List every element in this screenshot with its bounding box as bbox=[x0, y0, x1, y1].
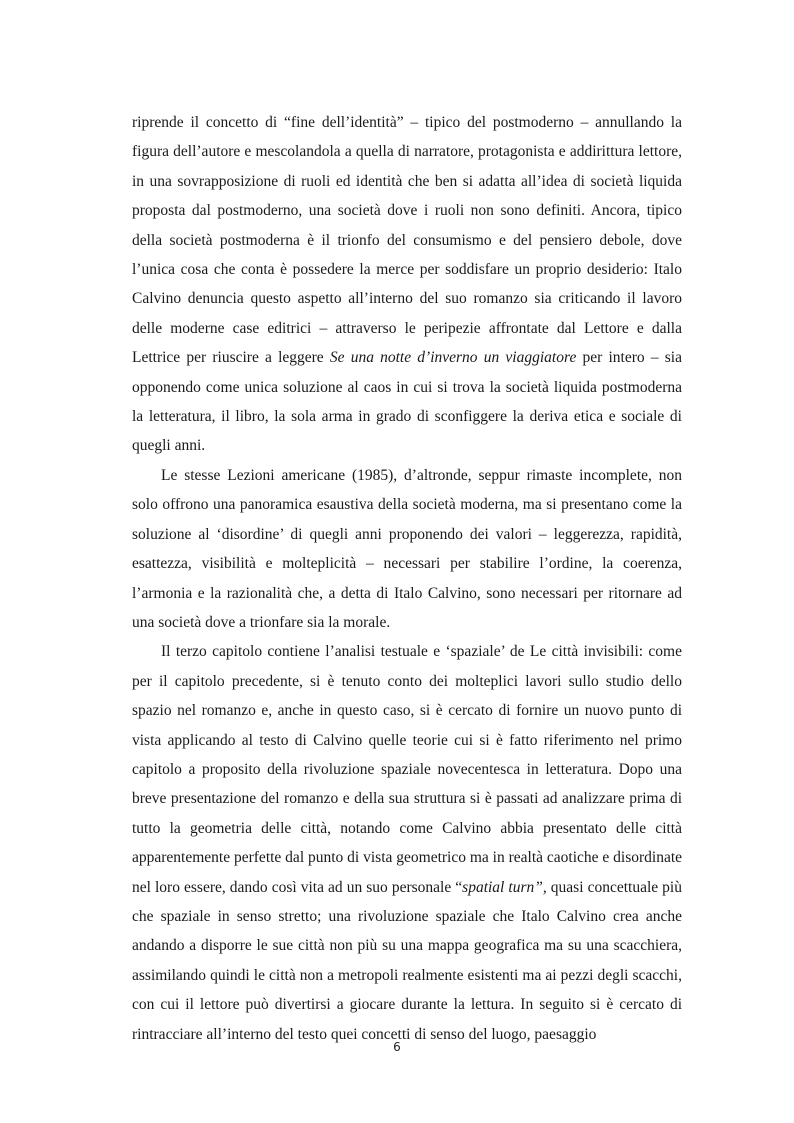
spatial-turn-italic: spatial turn”, bbox=[462, 878, 547, 896]
paragraph-2: Le stesse Lezioni americane (1985), d’altronde, seppur rimaste incomplete, non solo offrono una panoramica esaustiva della società moderna, ma si presentano come la soluzione al ‘disordine’ di quegli anni proponendo dei valori – leggerezza, rapidità, esattezza, visibilità e molteplicità – necessari per stabilire l’ordine, la coerenza, l’armonia e la razionalità che, a detta di Italo Calvino, sono necessari per ritornare ad una società dove a trionfare sia la morale. bbox=[132, 466, 682, 631]
paragraph-3 bbox=[132, 637, 682, 1049]
paragraph-3-text-b: quasi concettuale più che spaziale in senso stretto; una rivoluzione spaziale che Italo Calvino crea anche andando a disporre le sue città non più su una mappa geografica ma su una scacchiera, assimilando quindi le città non a metropoli realmente esistenti ma ai pezzi degli scacchi, con cui il lettore può divertirsi a giocare durante la lettura. In seguito si è cercato di rintracciare all’interno del testo quei concetti di senso del luogo, paesaggio bbox=[132, 878, 682, 1043]
page-number: 6 bbox=[393, 1040, 401, 1054]
paragraph-1 bbox=[132, 108, 682, 461]
paragraph-1-text-b: per intero – sia opponendo come unica soluzione al caos in cui si trova la società liquida postmoderna la letteratura, il libro, la sola arma in grado di sconfiggere la deriva etica e sociale di quegli anni. bbox=[132, 349, 682, 455]
paragraph-1-text-a: riprende il concetto di “fine dell’identità” – tipico del postmoderno – annullando la figura dell’autore e mescolandola a quella di narratore, protagonista e addirittura lettore, in una sovrapposizione di ruoli ed identità che ben si adatta all’idea di società liquida proposta dal postmoderno, una società dove i ruoli non sono definiti. Ancora, tipico della società postmoderna è il trionfo del consumismo e del pensiero debole, dove l’unica cosa che conta è possedere la merce per soddisfare un proprio desiderio: Italo Calvino denuncia questo aspetto all’interno del suo romanzo sia criticando il lavoro delle moderne case editrici – attraverso le peripezie affrontate dal Lettore e dalla Lettrice per riuscire a leggere bbox=[132, 114, 682, 367]
book-title-italic: Se una notte d’inverno un viaggiatore bbox=[329, 349, 577, 367]
page-body bbox=[132, 108, 682, 1049]
paragraph-3-text-a: Il terzo capitolo contiene l’analisi testuale e ‘spaziale’ de Le città invisibili: come per il capitolo precedente, si è tenuto conto dei molteplici lavori sullo studio dello spazio nel romanzo e, anche in questo caso, si è cercato di fornire un nuovo punto di vista applicando al testo di Calvino quelle teorie cui si è fatto riferimento nel primo capitolo a proposito della rivoluzione spaziale novecentesca in letteratura. Dopo una breve presentazione del romanzo e della sua struttura si è passati ad analizzare prima di tutto la geometria delle città, notando come Calvino abbia presentato delle città apparentemente perfette dal punto di vista geometrico ma in realtà caotiche e disordinate nel loro essere, dando così vita ad un suo personale “ bbox=[132, 643, 683, 896]
